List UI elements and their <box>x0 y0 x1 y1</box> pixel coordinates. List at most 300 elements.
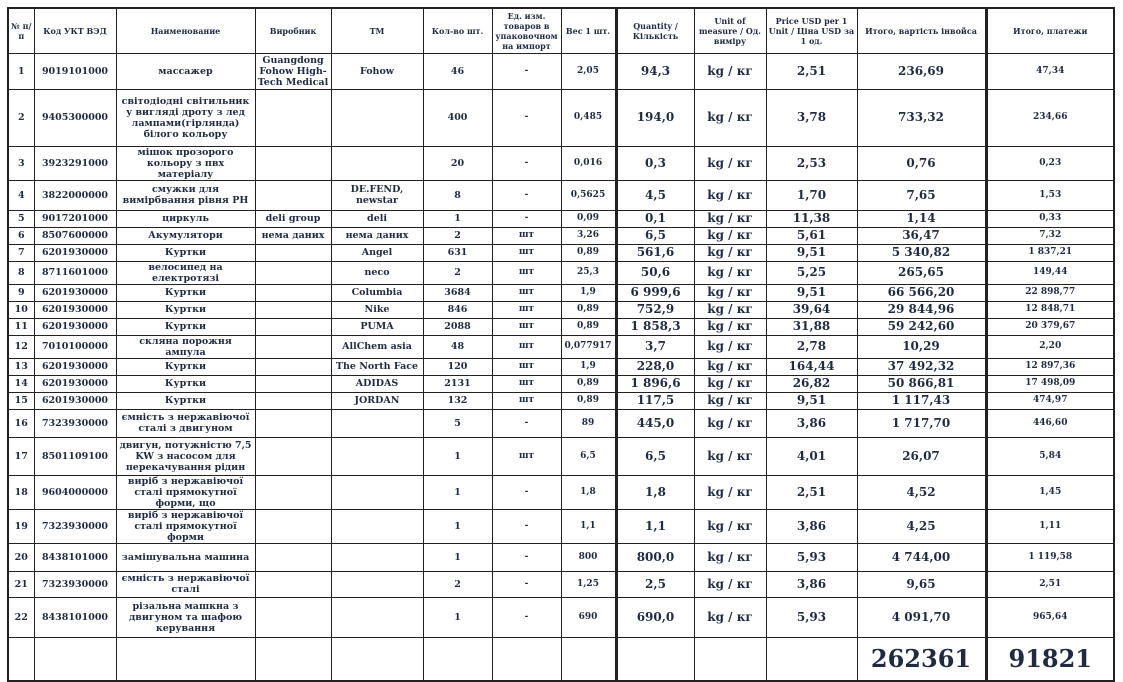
cell-qty-pcs: 400 <box>423 89 492 146</box>
cell-trademark <box>331 509 423 543</box>
cell-price: 9,51 <box>766 244 857 261</box>
cell-manufacturer <box>255 180 331 210</box>
cell-price: 1,70 <box>766 180 857 210</box>
cell-weight-per-unit: 0,016 <box>561 146 616 180</box>
cell-unit-of-measure: kg / кг <box>694 301 766 318</box>
cell-manufacturer <box>255 301 331 318</box>
cell-weight-per-unit: 6,5 <box>561 437 616 475</box>
empty-cell <box>561 637 616 681</box>
cell-unit-of-measure: kg / кг <box>694 227 766 244</box>
empty-cell <box>694 637 766 681</box>
empty-cell <box>492 637 561 681</box>
table-row <box>8 543 1114 571</box>
empty-cell <box>8 637 34 681</box>
cell-payments-total: 965,64 <box>986 597 1114 637</box>
cell-name: виріб з нержавіючої сталі прямокутної форми, що <box>116 475 255 509</box>
cell-trademark <box>331 475 423 509</box>
cell-qty-pcs: 631 <box>423 244 492 261</box>
cell-invoice-total: 36,47 <box>857 227 986 244</box>
cell-manufacturer <box>255 146 331 180</box>
cell-index: 9 <box>8 284 34 301</box>
cell-name: Куртки <box>116 358 255 375</box>
cell-trademark: JORDAN <box>331 392 423 409</box>
cell-name: ємність з нержавіючої сталі з двигуном <box>116 409 255 437</box>
cell-qty-pcs: 1 <box>423 597 492 637</box>
cell-code: 6201930000 <box>34 375 116 392</box>
cell-index: 1 <box>8 53 34 89</box>
cell-trademark <box>331 146 423 180</box>
cell-price: 31,88 <box>766 318 857 335</box>
cell-unit-of-measure: kg / кг <box>694 571 766 597</box>
cell-quantity: 1,1 <box>616 509 694 543</box>
totals-row <box>8 637 1114 681</box>
header-name: Наименование <box>116 8 255 53</box>
cell-payments-total: 47,34 <box>986 53 1114 89</box>
cell-weight-per-unit: 0,89 <box>561 375 616 392</box>
table-row <box>8 89 1114 146</box>
cell-unit-of-measure: kg / кг <box>694 392 766 409</box>
cell-qty-pcs: 5 <box>423 409 492 437</box>
cell-payments-total: 5,84 <box>986 437 1114 475</box>
cell-trademark: The North Face <box>331 358 423 375</box>
cell-price: 164,44 <box>766 358 857 375</box>
cell-invoice-total: 4 091,70 <box>857 597 986 637</box>
cell-trademark: нема даних <box>331 227 423 244</box>
cell-pack-unit: шт <box>492 244 561 261</box>
table-row <box>8 597 1114 637</box>
cell-quantity: 228,0 <box>616 358 694 375</box>
cell-price: 5,25 <box>766 261 857 284</box>
cell-name: різальна машкна з двигуном та шафою керування <box>116 597 255 637</box>
cell-unit-of-measure: kg / кг <box>694 53 766 89</box>
cell-payments-total: 149,44 <box>986 261 1114 284</box>
cell-invoice-total: 4,25 <box>857 509 986 543</box>
cell-weight-per-unit: 690 <box>561 597 616 637</box>
cell-payments-total: 1 119,58 <box>986 543 1114 571</box>
cell-weight-per-unit: 25,3 <box>561 261 616 284</box>
cell-name: Куртки <box>116 284 255 301</box>
cell-index: 13 <box>8 358 34 375</box>
cell-index: 21 <box>8 571 34 597</box>
cell-name: велосипед на електротязі <box>116 261 255 284</box>
cell-trademark: Nike <box>331 301 423 318</box>
cell-quantity: 1,8 <box>616 475 694 509</box>
cell-code: 8438101000 <box>34 543 116 571</box>
cell-price: 5,93 <box>766 543 857 571</box>
cell-code: 9604000000 <box>34 475 116 509</box>
cell-pack-unit: шт <box>492 437 561 475</box>
cell-qty-pcs: 1 <box>423 437 492 475</box>
cell-manufacturer <box>255 437 331 475</box>
cell-index: 19 <box>8 509 34 543</box>
table-row <box>8 227 1114 244</box>
cell-index: 16 <box>8 409 34 437</box>
cell-name: Акумулятори <box>116 227 255 244</box>
empty-cell <box>331 637 423 681</box>
cell-trademark: ADIDAS <box>331 375 423 392</box>
cell-code: 8438101000 <box>34 597 116 637</box>
cell-payments-total: 12 848,71 <box>986 301 1114 318</box>
cell-name: циркуль <box>116 210 255 227</box>
cell-qty-pcs: 132 <box>423 392 492 409</box>
cell-pack-unit: шт <box>492 335 561 358</box>
cell-unit-of-measure: kg / кг <box>694 409 766 437</box>
cell-quantity: 561,6 <box>616 244 694 261</box>
header-pack-unit: Ед. изм. товаров в упаковочном на импорт <box>492 8 561 53</box>
cell-name: Куртки <box>116 375 255 392</box>
cell-price: 5,61 <box>766 227 857 244</box>
empty-cell <box>116 637 255 681</box>
cell-unit-of-measure: kg / кг <box>694 180 766 210</box>
cell-weight-per-unit: 0,89 <box>561 318 616 335</box>
cell-weight-per-unit: 3,26 <box>561 227 616 244</box>
cell-name: світодіодні світильник у вигляді дроту з лед лампами(гірлянда) білого кольору <box>116 89 255 146</box>
cell-code: 8507600000 <box>34 227 116 244</box>
cell-name: мішок прозорого кольору з пвх матеріалу <box>116 146 255 180</box>
cell-qty-pcs: 2 <box>423 227 492 244</box>
cell-pack-unit: шт <box>492 375 561 392</box>
cell-name: Куртки <box>116 392 255 409</box>
table-row <box>8 335 1114 358</box>
cell-invoice-total: 50 866,81 <box>857 375 986 392</box>
cell-quantity: 0,3 <box>616 146 694 180</box>
cell-unit-of-measure: kg / кг <box>694 261 766 284</box>
cell-invoice-total: 5 340,82 <box>857 244 986 261</box>
cell-code: 9019101000 <box>34 53 116 89</box>
header-payments-total: Итого, платежи <box>986 8 1114 53</box>
cell-payments-total: 0,33 <box>986 210 1114 227</box>
cell-payments-total: 0,23 <box>986 146 1114 180</box>
cell-name: Куртки <box>116 318 255 335</box>
cell-trademark <box>331 409 423 437</box>
cell-payments-total: 446,60 <box>986 409 1114 437</box>
cell-invoice-total: 4 744,00 <box>857 543 986 571</box>
cell-pack-unit: шт <box>492 392 561 409</box>
cell-quantity: 50,6 <box>616 261 694 284</box>
cell-quantity: 3,7 <box>616 335 694 358</box>
cell-index: 14 <box>8 375 34 392</box>
header-weight-per-unit: Вес 1 шт. <box>561 8 616 53</box>
cell-code: 8501109100 <box>34 437 116 475</box>
cell-invoice-total: 59 242,60 <box>857 318 986 335</box>
cell-pack-unit: - <box>492 509 561 543</box>
cell-quantity: 6,5 <box>616 437 694 475</box>
cell-unit-of-measure: kg / кг <box>694 146 766 180</box>
cell-quantity: 194,0 <box>616 89 694 146</box>
cell-index: 11 <box>8 318 34 335</box>
cell-unit-of-measure: kg / кг <box>694 437 766 475</box>
cell-invoice-total: 10,29 <box>857 335 986 358</box>
cell-quantity: 1 858,3 <box>616 318 694 335</box>
table-row <box>8 392 1114 409</box>
cell-weight-per-unit: 1,9 <box>561 284 616 301</box>
cell-price: 2,78 <box>766 335 857 358</box>
cell-code: 6201930000 <box>34 392 116 409</box>
cell-quantity: 6,5 <box>616 227 694 244</box>
cell-index: 2 <box>8 89 34 146</box>
cell-trademark: deli <box>331 210 423 227</box>
table-row <box>8 358 1114 375</box>
cell-pack-unit: - <box>492 571 561 597</box>
cell-index: 8 <box>8 261 34 284</box>
invoice-grand-total: 262361 <box>857 637 986 681</box>
cell-unit-of-measure: kg / кг <box>694 358 766 375</box>
cell-payments-total: 20 379,67 <box>986 318 1114 335</box>
table-row <box>8 53 1114 89</box>
cell-quantity: 1 896,6 <box>616 375 694 392</box>
table-row <box>8 318 1114 335</box>
cell-weight-per-unit: 0,09 <box>561 210 616 227</box>
cell-manufacturer <box>255 543 331 571</box>
cell-pack-unit: - <box>492 409 561 437</box>
cell-invoice-total: 265,65 <box>857 261 986 284</box>
cell-pack-unit: шт <box>492 358 561 375</box>
cell-trademark <box>331 437 423 475</box>
cell-quantity: 2,5 <box>616 571 694 597</box>
cell-index: 7 <box>8 244 34 261</box>
cell-invoice-total: 9,65 <box>857 571 986 597</box>
header-index: № п/п <box>8 8 34 53</box>
cell-qty-pcs: 3684 <box>423 284 492 301</box>
cell-quantity: 117,5 <box>616 392 694 409</box>
cell-price: 2,53 <box>766 146 857 180</box>
cell-payments-total: 2,20 <box>986 335 1114 358</box>
cell-trademark <box>331 543 423 571</box>
empty-cell <box>34 637 116 681</box>
cell-code: 7010100000 <box>34 335 116 358</box>
cell-unit-of-measure: kg / кг <box>694 318 766 335</box>
payments-grand-total: 91821 <box>986 637 1114 681</box>
cell-unit-of-measure: kg / кг <box>694 89 766 146</box>
cell-trademark <box>331 597 423 637</box>
cell-invoice-total: 26,07 <box>857 437 986 475</box>
cell-pack-unit: - <box>492 180 561 210</box>
cell-code: 7323930000 <box>34 571 116 597</box>
cell-price: 2,51 <box>766 53 857 89</box>
cell-name: замішувальна машина <box>116 543 255 571</box>
cell-qty-pcs: 20 <box>423 146 492 180</box>
cell-manufacturer <box>255 571 331 597</box>
cell-code: 8711601000 <box>34 261 116 284</box>
cell-weight-per-unit: 0,89 <box>561 301 616 318</box>
cell-weight-per-unit: 2,05 <box>561 53 616 89</box>
cell-weight-per-unit: 0,077917 <box>561 335 616 358</box>
cell-name: Куртки <box>116 301 255 318</box>
cell-quantity: 6 999,6 <box>616 284 694 301</box>
table-row <box>8 301 1114 318</box>
table-row <box>8 180 1114 210</box>
cell-index: 22 <box>8 597 34 637</box>
cell-manufacturer <box>255 284 331 301</box>
table-row <box>8 571 1114 597</box>
cell-payments-total: 1,11 <box>986 509 1114 543</box>
cell-price: 3,78 <box>766 89 857 146</box>
empty-cell <box>255 637 331 681</box>
cell-pack-unit: шт <box>492 261 561 284</box>
cell-index: 15 <box>8 392 34 409</box>
table-row <box>8 437 1114 475</box>
cell-name: смужки для вимірбвання рівня PH <box>116 180 255 210</box>
cell-qty-pcs: 46 <box>423 53 492 89</box>
header-invoice-total: Итого, вартість інвойса <box>857 8 986 53</box>
cell-trademark: Fohow <box>331 53 423 89</box>
cell-qty-pcs: 2 <box>423 261 492 284</box>
cell-pack-unit: - <box>492 53 561 89</box>
cell-price: 26,82 <box>766 375 857 392</box>
cell-payments-total: 12 897,36 <box>986 358 1114 375</box>
cell-qty-pcs: 1 <box>423 543 492 571</box>
cell-unit-of-measure: kg / кг <box>694 597 766 637</box>
cell-unit-of-measure: kg / кг <box>694 244 766 261</box>
cell-code: 3822000000 <box>34 180 116 210</box>
cell-price: 3,86 <box>766 509 857 543</box>
cell-quantity: 0,1 <box>616 210 694 227</box>
header-manufacturer: Виробник <box>255 8 331 53</box>
table-row <box>8 146 1114 180</box>
cell-index: 17 <box>8 437 34 475</box>
cell-index: 10 <box>8 301 34 318</box>
cell-weight-per-unit: 1,1 <box>561 509 616 543</box>
cell-index: 5 <box>8 210 34 227</box>
cell-unit-of-measure: kg / кг <box>694 509 766 543</box>
cell-invoice-total: 1,14 <box>857 210 986 227</box>
cell-price: 11,38 <box>766 210 857 227</box>
cell-invoice-total: 29 844,96 <box>857 301 986 318</box>
cell-qty-pcs: 2088 <box>423 318 492 335</box>
cell-price: 9,51 <box>766 392 857 409</box>
cell-quantity: 752,9 <box>616 301 694 318</box>
cell-qty-pcs: 1 <box>423 475 492 509</box>
cell-manufacturer <box>255 375 331 392</box>
cell-weight-per-unit: 89 <box>561 409 616 437</box>
cell-qty-pcs: 846 <box>423 301 492 318</box>
cell-quantity: 94,3 <box>616 53 694 89</box>
cell-name: двигун, потужністю 7,5 KW з насосом для перекачування рідин <box>116 437 255 475</box>
cell-price: 3,86 <box>766 409 857 437</box>
header-unit-of-measure: Unit of measure / Од. виміру <box>694 8 766 53</box>
cell-manufacturer <box>255 89 331 146</box>
table-row <box>8 409 1114 437</box>
header-price: Price USD per 1 Unit / Ціна USD за 1 од. <box>766 8 857 53</box>
cell-price: 39,64 <box>766 301 857 318</box>
cell-pack-unit: шт <box>492 227 561 244</box>
cell-index: 20 <box>8 543 34 571</box>
cell-unit-of-measure: kg / кг <box>694 335 766 358</box>
cell-pack-unit: шт <box>492 301 561 318</box>
cell-code: 6201930000 <box>34 358 116 375</box>
cell-price: 2,51 <box>766 475 857 509</box>
cell-pack-unit: - <box>492 475 561 509</box>
cell-qty-pcs: 1 <box>423 210 492 227</box>
cell-payments-total: 7,32 <box>986 227 1114 244</box>
table-row <box>8 284 1114 301</box>
cell-trademark <box>331 89 423 146</box>
cell-name: скляна порожня ампула <box>116 335 255 358</box>
cell-invoice-total: 66 566,20 <box>857 284 986 301</box>
cell-weight-per-unit: 0,5625 <box>561 180 616 210</box>
cell-invoice-total: 733,32 <box>857 89 986 146</box>
cell-price: 3,86 <box>766 571 857 597</box>
cell-pack-unit: - <box>492 146 561 180</box>
cell-weight-per-unit: 0,89 <box>561 392 616 409</box>
cell-manufacturer <box>255 244 331 261</box>
header-trademark: ТМ <box>331 8 423 53</box>
cell-quantity: 4,5 <box>616 180 694 210</box>
cell-qty-pcs: 2131 <box>423 375 492 392</box>
cell-invoice-total: 0,76 <box>857 146 986 180</box>
cell-index: 12 <box>8 335 34 358</box>
cell-code: 6201930000 <box>34 284 116 301</box>
cell-unit-of-measure: kg / кг <box>694 475 766 509</box>
cell-invoice-total: 1 717,70 <box>857 409 986 437</box>
cell-unit-of-measure: kg / кг <box>694 543 766 571</box>
cell-unit-of-measure: kg / кг <box>694 284 766 301</box>
cell-name: ємність з нержавіючої сталі <box>116 571 255 597</box>
cell-qty-pcs: 8 <box>423 180 492 210</box>
cell-invoice-total: 37 492,32 <box>857 358 986 375</box>
cell-payments-total: 234,66 <box>986 89 1114 146</box>
cell-code: 6201930000 <box>34 318 116 335</box>
cell-manufacturer <box>255 597 331 637</box>
cell-trademark: Columbia <box>331 284 423 301</box>
cell-unit-of-measure: kg / кг <box>694 375 766 392</box>
cell-manufacturer <box>255 318 331 335</box>
cell-manufacturer <box>255 409 331 437</box>
cell-pack-unit: - <box>492 597 561 637</box>
cell-unit-of-measure: kg / кг <box>694 210 766 227</box>
table-row <box>8 509 1114 543</box>
cell-code: 9017201000 <box>34 210 116 227</box>
header-row <box>8 8 1114 53</box>
cell-code: 6201930000 <box>34 301 116 318</box>
cell-payments-total: 2,51 <box>986 571 1114 597</box>
empty-cell <box>616 637 694 681</box>
cell-invoice-total: 7,65 <box>857 180 986 210</box>
cell-quantity: 690,0 <box>616 597 694 637</box>
cell-weight-per-unit: 800 <box>561 543 616 571</box>
cell-manufacturer <box>255 335 331 358</box>
cell-name: массажер <box>116 53 255 89</box>
cell-invoice-total: 1 117,43 <box>857 392 986 409</box>
cell-weight-per-unit: 1,25 <box>561 571 616 597</box>
cell-pack-unit: - <box>492 543 561 571</box>
cell-weight-per-unit: 1,8 <box>561 475 616 509</box>
cell-name: виріб з нержавіючої сталі прямокутної форми <box>116 509 255 543</box>
cell-pack-unit: - <box>492 210 561 227</box>
cell-payments-total: 17 498,09 <box>986 375 1114 392</box>
table-row <box>8 244 1114 261</box>
cell-manufacturer <box>255 392 331 409</box>
cell-code: 6201930000 <box>34 244 116 261</box>
cell-qty-pcs: 48 <box>423 335 492 358</box>
cell-index: 6 <box>8 227 34 244</box>
cell-trademark: AllChem asia <box>331 335 423 358</box>
cell-pack-unit: шт <box>492 318 561 335</box>
cell-trademark: DE.FEND, newstar <box>331 180 423 210</box>
cell-quantity: 800,0 <box>616 543 694 571</box>
cell-index: 18 <box>8 475 34 509</box>
cell-qty-pcs: 2 <box>423 571 492 597</box>
cell-code: 3923291000 <box>34 146 116 180</box>
cell-index: 3 <box>8 146 34 180</box>
cell-code: 9405300000 <box>34 89 116 146</box>
cell-manufacturer <box>255 509 331 543</box>
empty-cell <box>766 637 857 681</box>
table-row <box>8 261 1114 284</box>
cell-manufacturer <box>255 475 331 509</box>
cell-pack-unit: шт <box>492 284 561 301</box>
cell-weight-per-unit: 0,485 <box>561 89 616 146</box>
